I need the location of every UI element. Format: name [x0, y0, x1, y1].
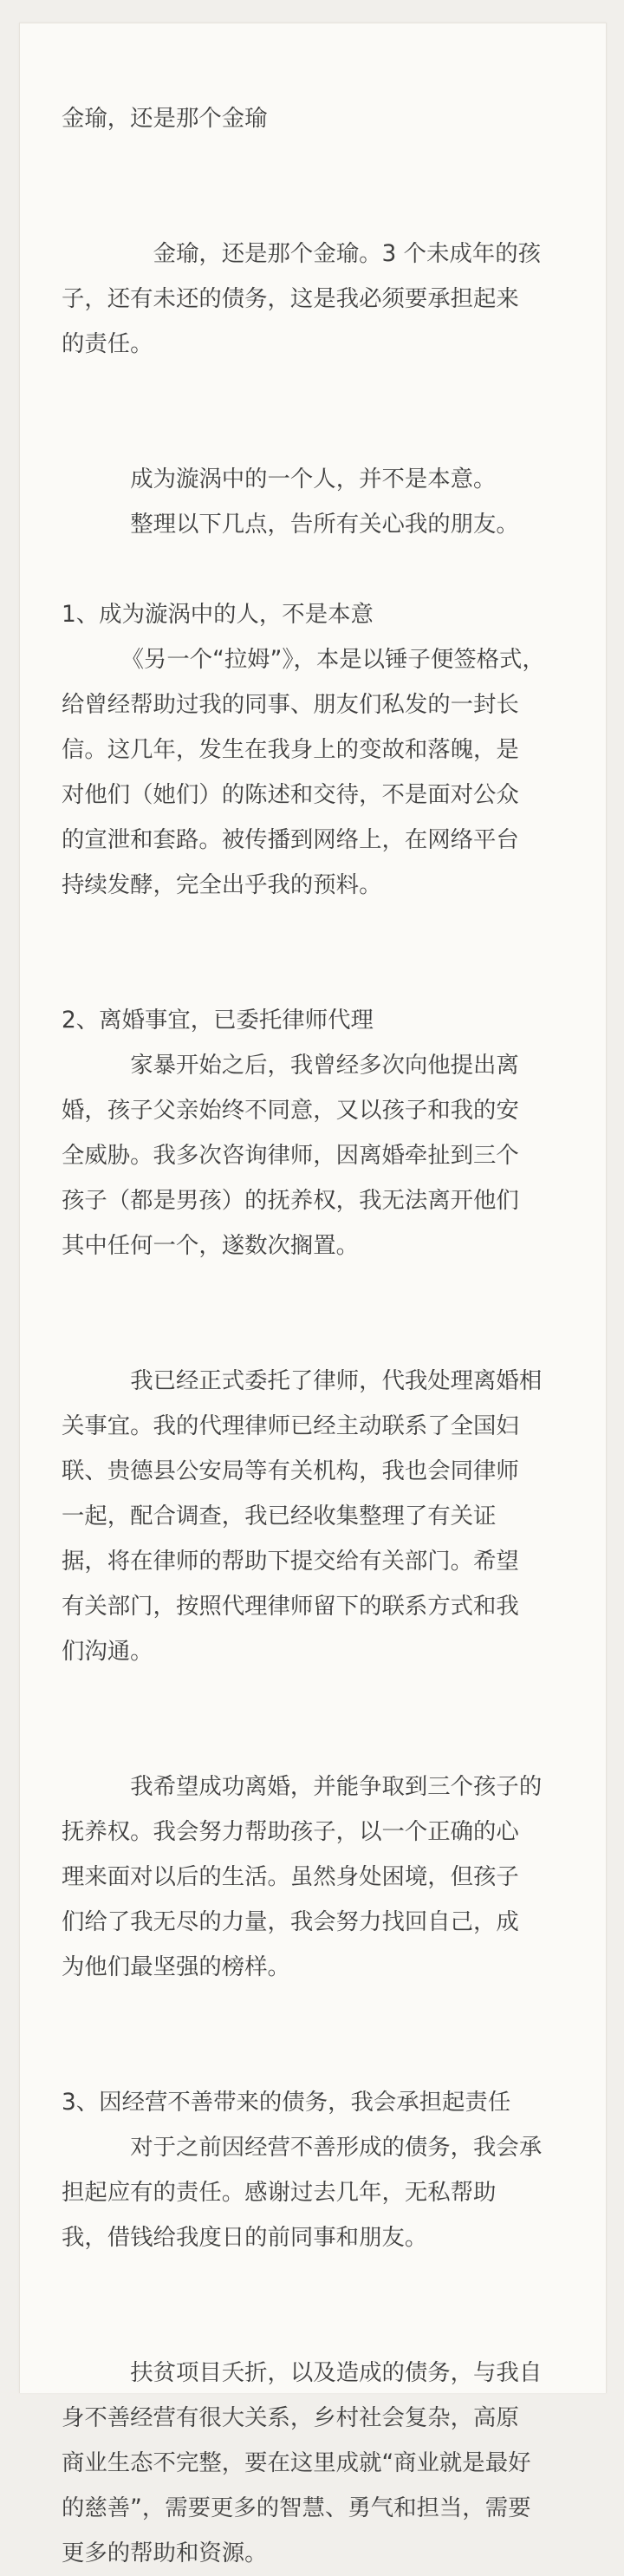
article-title: 金瑜，还是那个金瑜	[62, 105, 268, 132]
section-2-line: 们给了我无尽的力量，我会努力找回自己，成	[62, 1908, 519, 1935]
section-3-line: 更多的帮助和资源。	[62, 2540, 268, 2566]
section-2-line: 们沟通。	[62, 1638, 153, 1665]
section-2-line: 我希望成功离婚，并能争取到三个孩子的	[130, 1773, 543, 1800]
spacer	[62, 1268, 587, 1359]
section-2-line: 关事宜。我的代理律师已经主动联系了全国妇	[62, 1412, 519, 1439]
spacer	[62, 908, 587, 998]
intro-paragraph: 整理以下几点，告所有关心我的朋友。	[130, 511, 519, 538]
section-3-line: 的慈善”，需要更多的智慧、勇气和担当，需要	[62, 2494, 531, 2521]
section-2-heading: 2、离婚事宜，已委托律师代理	[62, 1007, 374, 1034]
article-page	[19, 23, 607, 2566]
spacer	[62, 1990, 587, 2080]
section-2-line: 一起，配合调查，我已经收集整理了有关证	[62, 1503, 497, 1529]
section-2-line: 联、贵德县公安局等有关机构，我也会同律师	[62, 1458, 519, 1484]
section-1-line: 信。这几年，发生在我身上的变故和落魄，是	[62, 736, 519, 763]
section-2-line: 理来面对以后的生活。虽然身处困境，但孩子	[62, 1863, 519, 1890]
spacer	[62, 141, 587, 232]
intro-line: 子，还有未还的债务，这是我必须要承担起来	[62, 285, 519, 312]
section-1-line: 持续发酵，完全出乎我的预料。	[62, 871, 382, 898]
section-3-line: 身不善经营有很大关系，乡村社会复杂，高原	[62, 2404, 519, 2431]
section-3-line: 我，借钱给我度日的前同事和朋友。	[62, 2224, 428, 2251]
intro-line: 金瑜，还是那个金瑜。3 个未成年的孩	[153, 240, 542, 267]
section-2-line: 婚，孩子父亲始终不同意，又以孩子和我的安	[62, 1097, 519, 1124]
spacer	[62, 2260, 587, 2351]
section-1-line: 给曾经帮助过我的同事、朋友们私发的一封长	[62, 691, 519, 718]
intro-paragraph: 成为漩涡中的一个人，并不是本意。	[130, 466, 497, 492]
section-2-line: 其中任何一个，遂数次搁置。	[62, 1232, 360, 1259]
spacer	[62, 547, 587, 592]
spacer	[62, 1674, 587, 1764]
section-3-heading: 3、因经营不善带来的债务，我会承担起责任	[62, 2089, 511, 2116]
section-2-line: 我已经正式委托了律师，代我处理离婚相	[130, 1367, 543, 1394]
spacer	[62, 367, 587, 457]
section-2-line: 抚养权。我会努力帮助孩子，以一个正确的心	[62, 1818, 519, 1845]
section-1-line: 的宣泄和套路。被传播到网络上，在网络平台	[62, 826, 519, 853]
intro-line: 的责任。	[62, 330, 153, 357]
article-body	[62, 96, 587, 2576]
section-1-line: 《另一个“拉姆”》，本是以锤子便签格式，	[120, 646, 545, 673]
section-2-line: 为他们最坚强的榜样。	[62, 1953, 290, 1980]
section-3-line: 对于之前因经营不善形成的债务，我会承	[130, 2134, 543, 2161]
section-3-line: 扶贫项目夭折，以及造成的债务，与我自	[130, 2359, 543, 2386]
section-1-heading: 1、成为漩涡中的人，不是本意	[62, 601, 374, 628]
section-2-line: 孩子（都是男孩）的抚养权，我无法离开他们	[62, 1187, 519, 1214]
section-2-line: 有关部门，按照代理律师留下的联系方式和我	[62, 1593, 519, 1620]
section-3-line: 担起应有的责任。感谢过去几年，无私帮助	[62, 2179, 497, 2206]
section-3-line: 商业生态不完整，要在这里成就“商业就是最好	[62, 2449, 531, 2476]
section-2-line: 据，将在律师的帮助下提交给有关部门。希望	[62, 1548, 519, 1575]
section-2-line: 家暴开始之后，我曾经多次向他提出离	[130, 1052, 519, 1079]
section-2-line: 全威胁。我多次咨询律师，因离婚牵扯到三个	[62, 1142, 519, 1169]
section-1-line: 对他们（她们）的陈述和交待，不是面对公众	[62, 781, 519, 808]
